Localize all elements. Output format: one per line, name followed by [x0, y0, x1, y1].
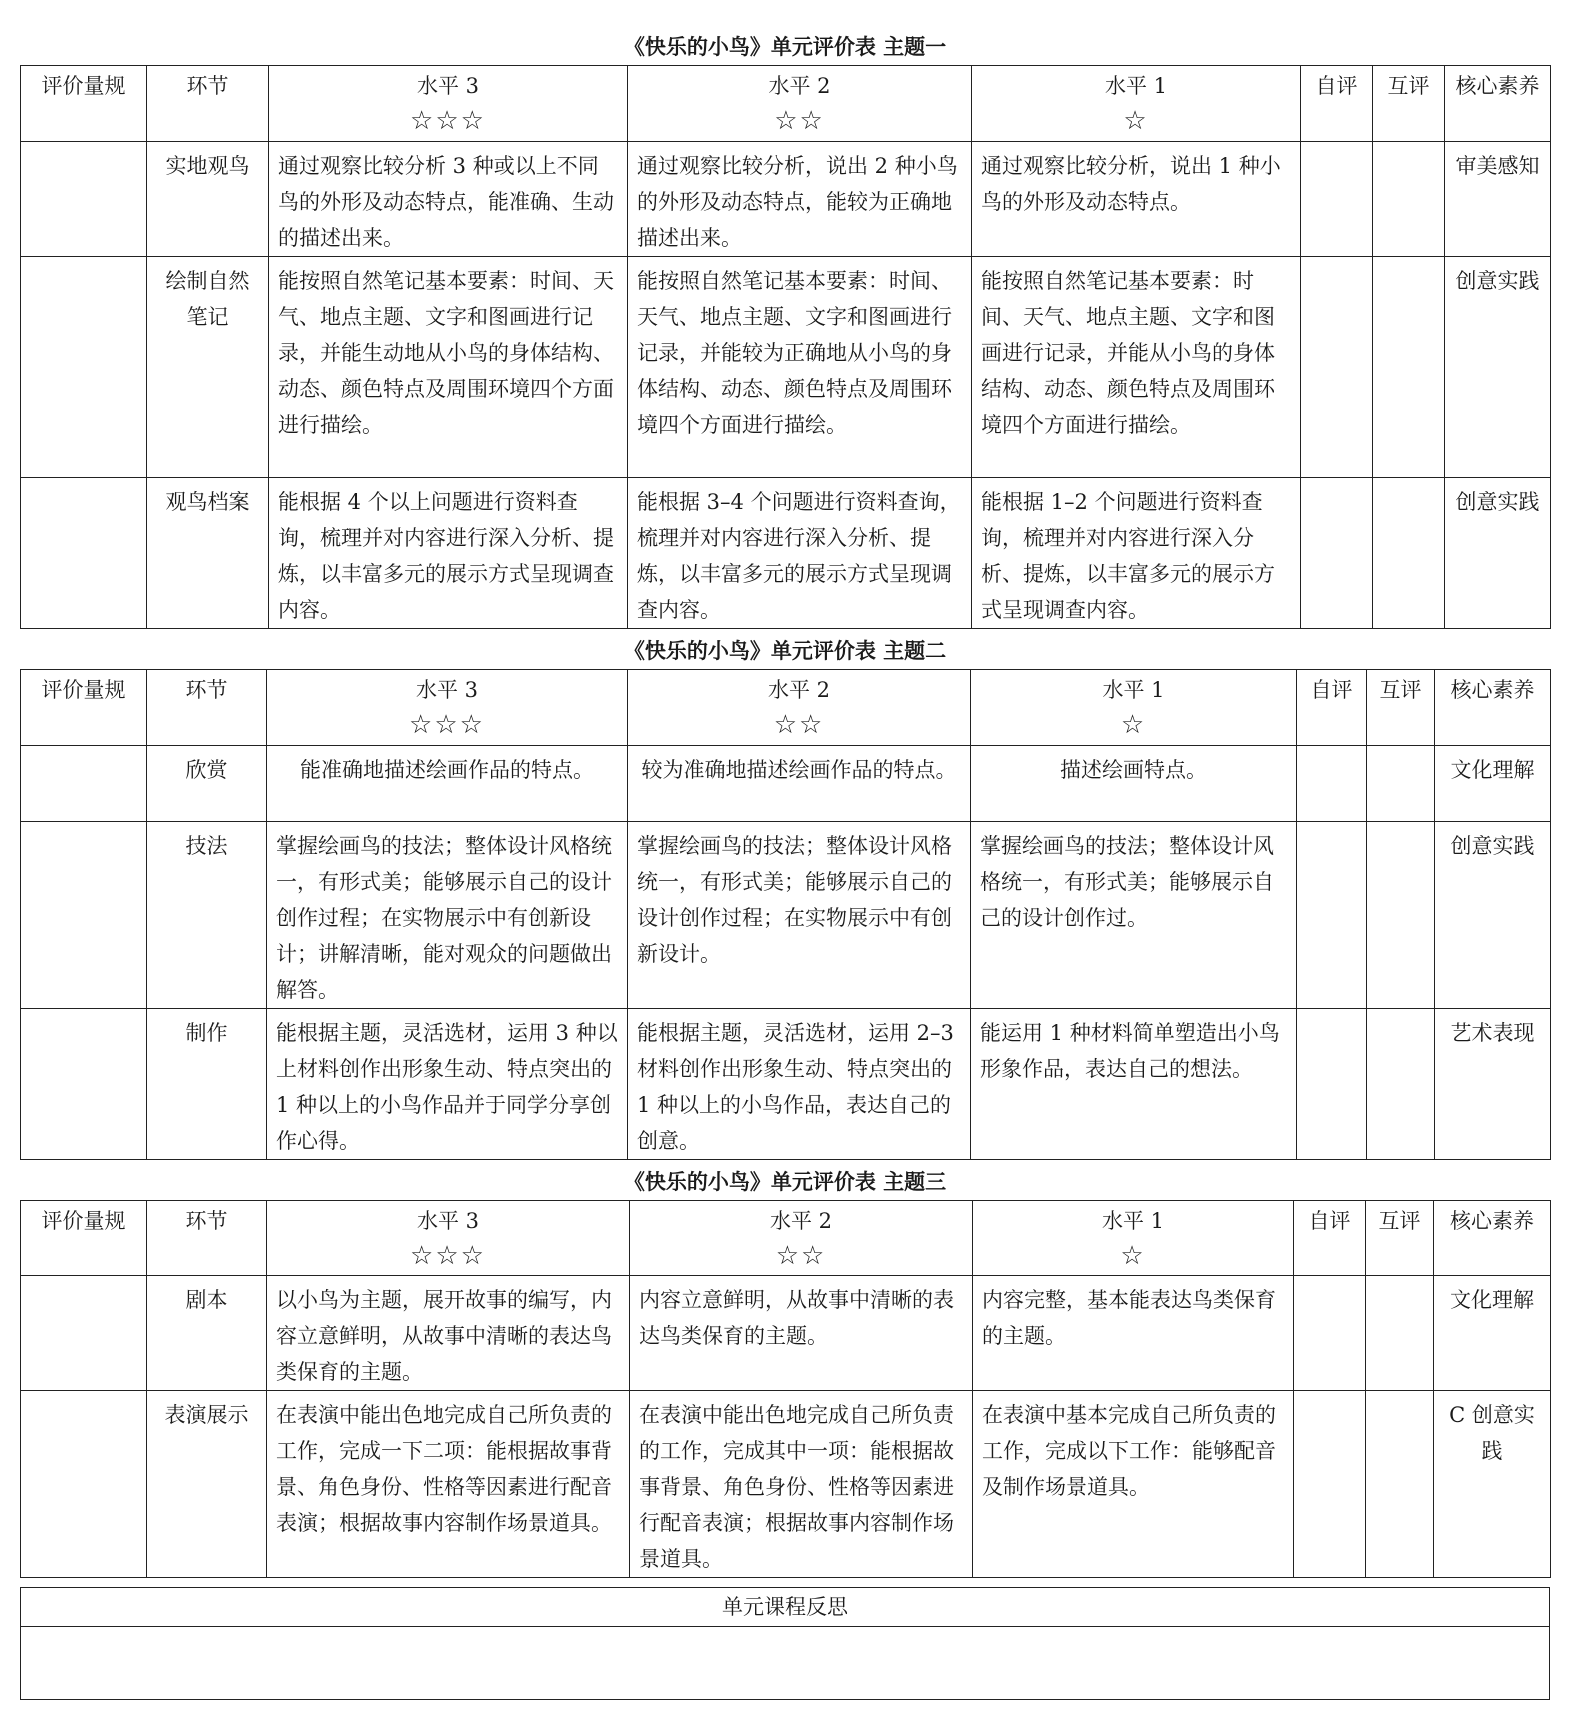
header-level3-label: 水平 3: [416, 74, 480, 98]
stage-cell: 制作: [147, 1009, 267, 1160]
level2-cell: 较为准确地描述绘画作品的特点。: [628, 746, 971, 822]
header-stage: 环节: [147, 1201, 267, 1276]
self-eval-cell[interactable]: [1294, 1391, 1366, 1578]
two-stars-icon: ☆☆: [775, 1241, 827, 1271]
table-row: [21, 1276, 1551, 1391]
table-title-1: 《快乐的小鸟》单元评价表 主题一: [623, 35, 947, 59]
stage-cell: 实地观鸟: [147, 142, 269, 257]
level2-cell: 内容立意鲜明，从故事中清晰的表达鸟类保育的主题。: [630, 1276, 973, 1391]
header-row: [21, 1201, 1551, 1276]
header-core-literacy: 核心素养: [1435, 670, 1551, 746]
level3-cell: 掌握绘画鸟的技法；整体设计风格统一，有形式美；能够展示自己的设计创作过程；在实物展示中有创新设计；讲解清晰，能对观众的问题做出解答。: [267, 822, 628, 1009]
header-core-literacy: 核心素养: [1445, 66, 1551, 142]
header-stage: 环节: [147, 66, 269, 142]
header-self-eval: 自评: [1294, 1201, 1366, 1276]
level1-cell: 掌握绘画鸟的技法；整体设计风格统一，有形式美；能够展示自己的设计创作过。: [971, 822, 1297, 1009]
header-level3-label: 水平 3: [416, 1209, 480, 1233]
header-row: [21, 66, 1551, 142]
peer-eval-cell[interactable]: [1367, 822, 1435, 1009]
level2-cell: 掌握绘画鸟的技法；整体设计风格统一，有形式美；能够展示自己的设计创作过程；在实物展示中有创新设计。: [628, 822, 971, 1009]
criteria-cell: [21, 142, 147, 257]
header-level3-label: 水平 3: [415, 678, 479, 702]
criteria-cell: [21, 478, 147, 629]
level1-cell: 能按照自然笔记基本要素：时间、天气、地点主题、文字和图画进行记录，并能从小鸟的身体结构、动态、颜色特点及周围环境四个方面进行描绘。: [972, 257, 1301, 478]
header-level1-label: 水平 1: [1104, 74, 1168, 98]
header-core-literacy: 核心素养: [1434, 1201, 1551, 1276]
core-literacy-cell: 文化理解: [1434, 1276, 1551, 1391]
self-eval-cell[interactable]: [1301, 257, 1373, 478]
level2-cell: 能根据 3–4 个问题进行资料查询，梳理并对内容进行深入分析、提炼，以丰富多元的展示方式呈现调查内容。: [628, 478, 972, 629]
one-star-icon: ☆: [1120, 710, 1147, 740]
criteria-cell: [21, 257, 147, 478]
level2-cell: 能按照自然笔记基本要素：时间、天气、地点主题、文字和图画进行记录，并能较为正确地从小鸟的身体结构、动态、颜色特点及周围环境四个方面进行描绘。: [628, 257, 972, 478]
header-level2: [630, 1201, 973, 1276]
header-criteria: 评价量规: [21, 670, 147, 746]
stage-cell: 技法: [147, 822, 267, 1009]
criteria-cell: [21, 822, 147, 1009]
table-title-3: 《快乐的小鸟》单元评价表 主题三: [623, 1170, 947, 1194]
self-eval-cell[interactable]: [1294, 1276, 1366, 1391]
table-row: [21, 822, 1551, 1009]
table-row: [21, 478, 1551, 629]
rubric-table-1: [20, 65, 1551, 629]
stage-cell: 绘制自然笔记: [147, 257, 269, 478]
level3-cell: 能准确地描述绘画作品的特点。: [267, 746, 628, 822]
header-level2-label: 水平 2: [767, 678, 831, 702]
level2-cell: 能根据主题，灵活选材，运用 2–3 材料创作出形象生动、特点突出的 1 种以上的小鸟作品，表达自己的创意。: [628, 1009, 971, 1160]
peer-eval-cell[interactable]: [1366, 1276, 1434, 1391]
header-level1: [973, 1201, 1294, 1276]
stage-cell: 表演展示: [147, 1391, 267, 1578]
peer-eval-cell[interactable]: [1373, 257, 1445, 478]
level1-cell: 描述绘画特点。: [971, 746, 1297, 822]
three-stars-icon: ☆☆☆: [409, 710, 485, 740]
evaluation-document: [20, 34, 1550, 1700]
level1-cell: 能根据 1–2 个问题进行资料查询，梳理并对内容进行深入分析、提炼，以丰富多元的展示方式呈现调查内容。: [972, 478, 1301, 629]
table-row: [21, 1391, 1551, 1578]
stage-cell: 欣赏: [147, 746, 267, 822]
one-star-icon: ☆: [1123, 106, 1149, 136]
header-level2: [628, 670, 971, 746]
table-row: [21, 142, 1551, 257]
core-literacy-cell: 创意实践: [1445, 257, 1551, 478]
header-level1-label: 水平 1: [1102, 678, 1165, 702]
peer-eval-cell[interactable]: [1367, 1009, 1435, 1160]
self-eval-cell[interactable]: [1297, 822, 1367, 1009]
peer-eval-cell[interactable]: [1373, 478, 1445, 629]
level3-cell: 在表演中能出色地完成自己所负责的工作，完成一下二项：能根据故事背景、角色身份、性格等因素进行配音表演；根据故事内容制作场景道具。: [267, 1391, 630, 1578]
header-level2-label: 水平 2: [768, 74, 831, 98]
level1-cell: 通过观察比较分析，说出 1 种小鸟的外形及动态特点。: [972, 142, 1301, 257]
core-literacy-cell: 创意实践: [1445, 478, 1551, 629]
criteria-cell: [21, 1009, 147, 1160]
rubric-table-3: [20, 1200, 1551, 1578]
criteria-cell: [21, 1276, 147, 1391]
two-stars-icon: ☆☆: [774, 106, 825, 136]
three-stars-icon: ☆☆☆: [410, 106, 486, 136]
peer-eval-cell[interactable]: [1373, 142, 1445, 257]
header-row: [21, 670, 1551, 746]
table-row: [21, 1009, 1551, 1160]
self-eval-cell[interactable]: [1297, 746, 1367, 822]
header-level1: [972, 66, 1301, 142]
header-level3: [269, 66, 628, 142]
level2-cell: 在表演中能出色地完成自己所负责的工作，完成其中一项：能根据故事背景、角色身份、性格等因素进行配音表演；根据故事内容制作场景道具。: [630, 1391, 973, 1578]
self-eval-cell[interactable]: [1297, 1009, 1367, 1160]
header-self-eval: 自评: [1301, 66, 1373, 142]
header-peer-eval: 互评: [1373, 66, 1445, 142]
header-peer-eval: 互评: [1366, 1201, 1434, 1276]
core-literacy-cell: 审美感知: [1445, 142, 1551, 257]
level3-cell: 以小鸟为主题，展开故事的编写，内容立意鲜明，从故事中清晰的表达鸟类保育的主题。: [267, 1276, 630, 1391]
header-level1-label: 水平 1: [1101, 1209, 1165, 1233]
table-row: [21, 257, 1551, 478]
stage-cell: 观鸟档案: [147, 478, 269, 629]
two-stars-icon: ☆☆: [773, 710, 825, 740]
reflection-input-area[interactable]: [21, 1627, 1549, 1699]
header-level2-label: 水平 2: [769, 1209, 833, 1233]
stage-cell: 剧本: [147, 1276, 267, 1391]
table-title-2: 《快乐的小鸟》单元评价表 主题二: [623, 639, 947, 663]
header-level3: [267, 1201, 630, 1276]
header-stage: 环节: [147, 670, 267, 746]
reflection-box: [20, 1587, 1550, 1700]
level1-cell: 内容完整，基本能表达鸟类保育的主题。: [973, 1276, 1294, 1391]
level3-cell: 通过观察比较分析 3 种或以上不同鸟的外形及动态特点，能准确、生动的描述出来。: [269, 142, 628, 257]
peer-eval-cell[interactable]: [1367, 746, 1435, 822]
criteria-cell: [21, 746, 147, 822]
core-literacy-cell: 艺术表现: [1435, 1009, 1551, 1160]
level3-cell: 能根据 4 个以上问题进行资料查询，梳理并对内容进行深入分析、提炼，以丰富多元的展示方式呈现调查内容。: [269, 478, 628, 629]
self-eval-cell[interactable]: [1301, 142, 1373, 257]
header-peer-eval: 互评: [1367, 670, 1435, 746]
level3-cell: 能根据主题，灵活选材，运用 3 种以上材料创作出形象生动、特点突出的 1 种以上的小鸟作品并于同学分享创作心得。: [267, 1009, 628, 1160]
header-level2: [628, 66, 972, 142]
level2-cell: 通过观察比较分析，说出 2 种小鸟的外形及动态特点，能较为正确地描述出来。: [628, 142, 972, 257]
table-row: [21, 746, 1551, 822]
header-criteria: 评价量规: [21, 66, 147, 142]
level1-cell: 在表演中基本完成自己所负责的工作，完成以下工作：能够配音及制作场景道具。: [973, 1391, 1294, 1578]
core-literacy-cell: C 创意实践: [1434, 1391, 1551, 1578]
three-stars-icon: ☆☆☆: [410, 1241, 486, 1271]
header-self-eval: 自评: [1297, 670, 1367, 746]
reflection-title: 单元课程反思: [21, 1588, 1549, 1627]
criteria-cell: [21, 1391, 147, 1578]
core-literacy-cell: 文化理解: [1435, 746, 1551, 822]
header-level1: [971, 670, 1297, 746]
self-eval-cell[interactable]: [1301, 478, 1373, 629]
core-literacy-cell: 创意实践: [1435, 822, 1551, 1009]
level3-cell: 能按照自然笔记基本要素：时间、天气、地点主题、文字和图画进行记录，并能生动地从小鸟的身体结构、动态、颜色特点及周围环境四个方面进行描绘。: [269, 257, 628, 478]
header-level3: [267, 670, 628, 746]
level1-cell: 能运用 1 种材料简单塑造出小鸟形象作品，表达自己的想法。: [971, 1009, 1297, 1160]
rubric-table-2: [20, 669, 1551, 1160]
peer-eval-cell[interactable]: [1366, 1391, 1434, 1578]
one-star-icon: ☆: [1120, 1241, 1146, 1271]
header-criteria: 评价量规: [21, 1201, 147, 1276]
